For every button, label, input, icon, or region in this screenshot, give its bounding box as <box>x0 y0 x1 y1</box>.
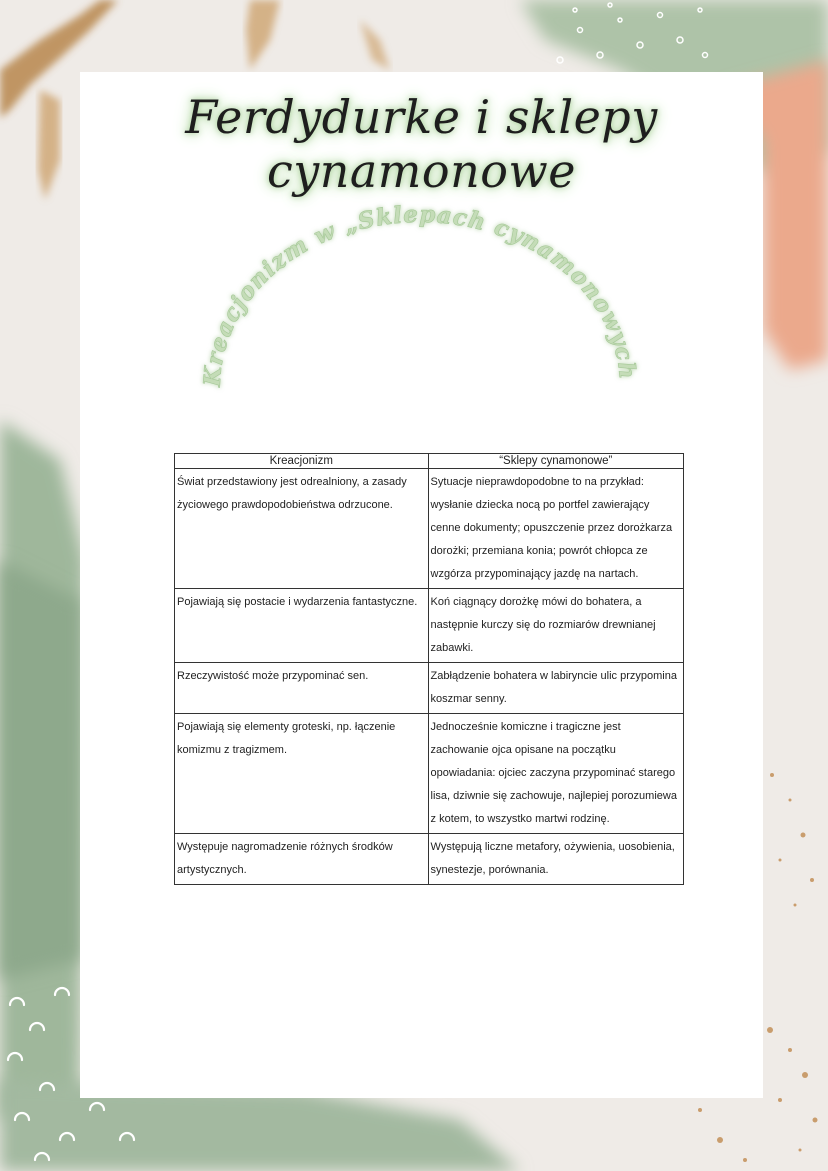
table-row <box>175 469 684 589</box>
header-kreacjonizm: Kreacjonizm <box>175 454 429 469</box>
comparison-table <box>174 453 684 885</box>
table-row <box>175 714 684 834</box>
table-cell-right: Zabłądzenie bohatera w labiryncie ulic przypomina koszmar senny. <box>428 663 683 714</box>
header-sklepy-cynamonowe: “Sklepy cynamonowe” <box>428 454 683 469</box>
document-page <box>80 72 763 1098</box>
table-row <box>175 589 684 663</box>
table-cell-right: Koń ciągnący dorożkę mówi do bohatera, a następnie kurczy się do rozmiarów drewnianej zabawki. <box>428 589 683 663</box>
subtitle-arc-text <box>173 146 641 388</box>
table-row <box>175 834 684 885</box>
table-header-row <box>175 454 684 469</box>
table-cell-right: Sytuacje nieprawdopodobne to na przykład: wysłanie dziecka nocą po portfel zawierający cenne dokumenty; opuszczenie przez dorożkarza dorożki; przemiana konia; powrót chłopca ze wzgórza przypominający jazdę na nartach. <box>428 469 683 589</box>
page-title: Ferdydurke i sklepy cynamonowe <box>185 90 658 198</box>
table-cell-right: Występują liczne metafory, ożywienia, uosobienia, synestezje, porównania. <box>428 834 683 885</box>
table-cell-left: Występuje nagromadzenie różnych środków artystycznych. <box>175 834 429 885</box>
subtitle-arc-textpath: Kreacjonizm w „Sklepach cynamonowych” <box>172 146 641 388</box>
table-row <box>175 663 684 714</box>
table-cell-left: Świat przedstawiony jest odrealniony, a zasady życiowego prawdopodobieństwa odrzucone. <box>175 469 429 589</box>
table-cell-left: Pojawiają się elementy groteski, np. łączenie komizmu z tragizmem. <box>175 714 429 834</box>
subtitle-arc <box>172 146 660 407</box>
table-cell-left: Pojawiają się postacie i wydarzenia fantastyczne. <box>175 589 429 663</box>
table-cell-right: Jednocześnie komiczne i tragiczne jest zachowanie ojca opisane na początku opowiadania: ojciec zaczyna przypominać starego lisa, dziwnie się zachowuje, najlepiej porozumiewa z kotem, to wszystko martwi rodzinę. <box>428 714 683 834</box>
table-cell-left: Rzeczywistość może przypominać sen. <box>175 663 429 714</box>
sage-wash-left-dark <box>0 560 80 980</box>
